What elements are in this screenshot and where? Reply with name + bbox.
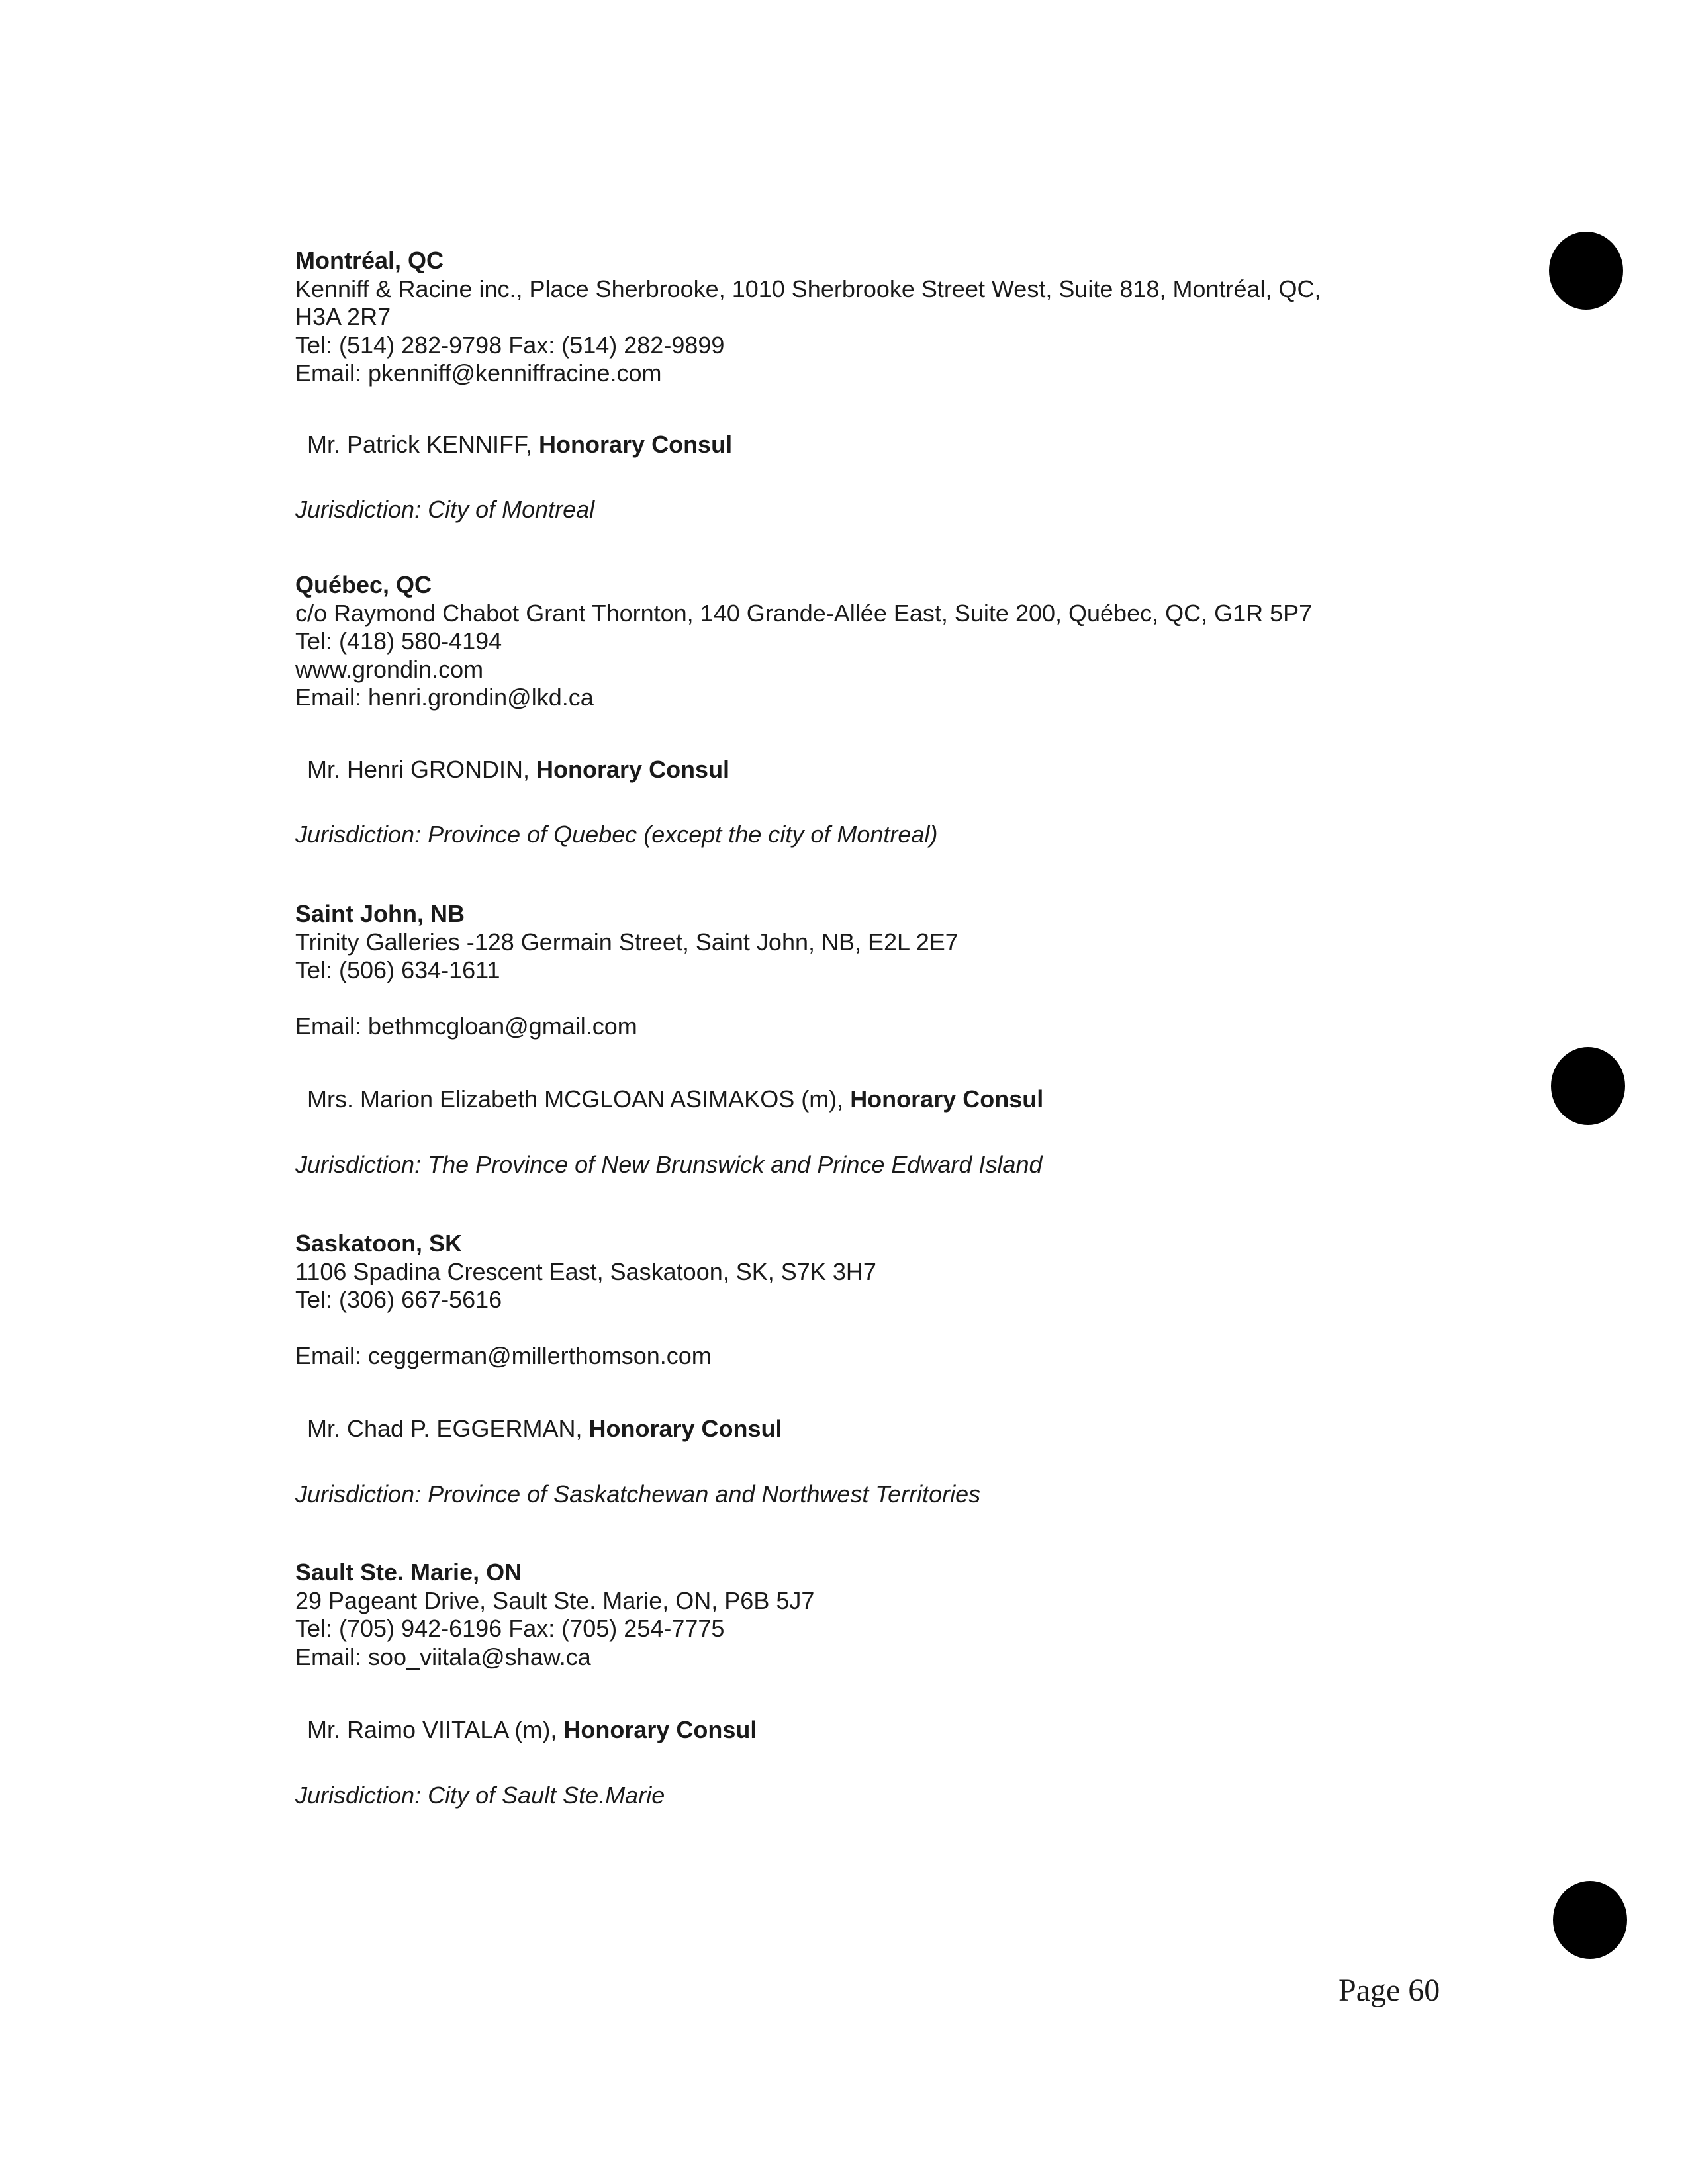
jurisdiction: Jurisdiction: City of Montreal	[295, 496, 595, 523]
consulate-entry-saskatoon	[295, 1230, 1421, 1371]
address-line: c/o Raymond Chabot Grant Thornton, 140 Grande-Allée East, Suite 200, Québec, QC, G1R 5P7	[295, 599, 1313, 627]
consul-title: Honorary Consul	[588, 1415, 782, 1442]
punch-hole-top	[1549, 232, 1623, 310]
email: Email: pkenniff@kenniffracine.com	[295, 359, 662, 387]
email: Email: soo_viitala@shaw.ca	[295, 1643, 591, 1670]
phone-fax: Tel: (705) 942-6196 Fax: (705) 254-7775	[295, 1615, 725, 1642]
consul-title: Honorary Consul	[536, 756, 730, 783]
consulate-entry-sault-ste-marie	[295, 1559, 1421, 1671]
city-heading: Québec, QC	[295, 571, 432, 598]
consul-name-line	[307, 1716, 757, 1745]
phone-fax: Tel: (514) 282-9798 Fax: (514) 282-9899	[295, 331, 725, 359]
consulate-entry-saint-john	[295, 900, 1421, 1041]
page-number: Page 60	[1338, 1973, 1440, 2008]
consulate-entry-montreal	[295, 247, 1421, 388]
city-heading: Saint John, NB	[295, 900, 465, 927]
address-line: Kenniff & Racine inc., Place Sherbrooke, 1010 Sherbrooke Street West, Suite 818, Montréal, QC,	[295, 275, 1321, 302]
city-heading: Sault Ste. Marie, ON	[295, 1559, 522, 1586]
email: Email: bethmcgloan@gmail.com	[295, 1013, 637, 1040]
address-line: H3A 2R7	[295, 303, 391, 330]
consul-title: Honorary Consul	[563, 1716, 757, 1743]
consul-name: Mrs. Marion Elizabeth MCGLOAN ASIMAKOS (m),	[307, 1085, 851, 1113]
phone: Tel: (306) 667-5616	[295, 1286, 502, 1313]
consul-name: Mr. Chad P. EGGERMAN,	[307, 1415, 589, 1442]
email: Email: henri.grondin@lkd.ca	[295, 684, 594, 711]
phone: Tel: (418) 580-4194	[295, 627, 502, 655]
punch-hole-bottom	[1553, 1881, 1627, 1959]
consul-title: Honorary Consul	[850, 1085, 1044, 1113]
consul-name-line	[307, 1415, 782, 1443]
consulate-entry-quebec	[295, 571, 1421, 712]
jurisdiction: Jurisdiction: Province of Quebec (except the city of Montreal)	[295, 821, 938, 848]
jurisdiction: Jurisdiction: City of Sault Ste.Marie	[295, 1782, 665, 1809]
punch-hole-middle	[1551, 1047, 1625, 1125]
consul-name-line	[307, 756, 729, 784]
jurisdiction: Jurisdiction: Province of Saskatchewan and Northwest Territories	[295, 1480, 981, 1508]
blank-line	[295, 985, 1421, 1013]
email: Email: ceggerman@millerthomson.com	[295, 1342, 712, 1369]
city-heading: Montréal, QC	[295, 247, 444, 274]
jurisdiction: Jurisdiction: The Province of New Brunswick and Prince Edward Island	[295, 1151, 1043, 1178]
consul-name: Mr. Raimo VIITALA (m),	[307, 1716, 564, 1743]
phone: Tel: (506) 634-1611	[295, 956, 500, 983]
consul-title: Honorary Consul	[539, 431, 733, 458]
consul-name-line	[307, 431, 732, 459]
blank-line	[295, 1314, 1421, 1343]
consul-name: Mr. Patrick KENNIFF,	[307, 431, 539, 458]
city-heading: Saskatoon, SK	[295, 1230, 463, 1257]
consul-name: Mr. Henri GRONDIN,	[307, 756, 537, 783]
website-link[interactable]: www.grondin.com	[295, 655, 484, 683]
address-line: 29 Pageant Drive, Sault Ste. Marie, ON, P6B 5J7	[295, 1586, 815, 1614]
address-line: Trinity Galleries -128 Germain Street, Saint John, NB, E2L 2E7	[295, 928, 959, 956]
consul-name-line	[307, 1085, 1043, 1114]
address-line: 1106 Spadina Crescent East, Saskatoon, SK, S7K 3H7	[295, 1257, 876, 1285]
